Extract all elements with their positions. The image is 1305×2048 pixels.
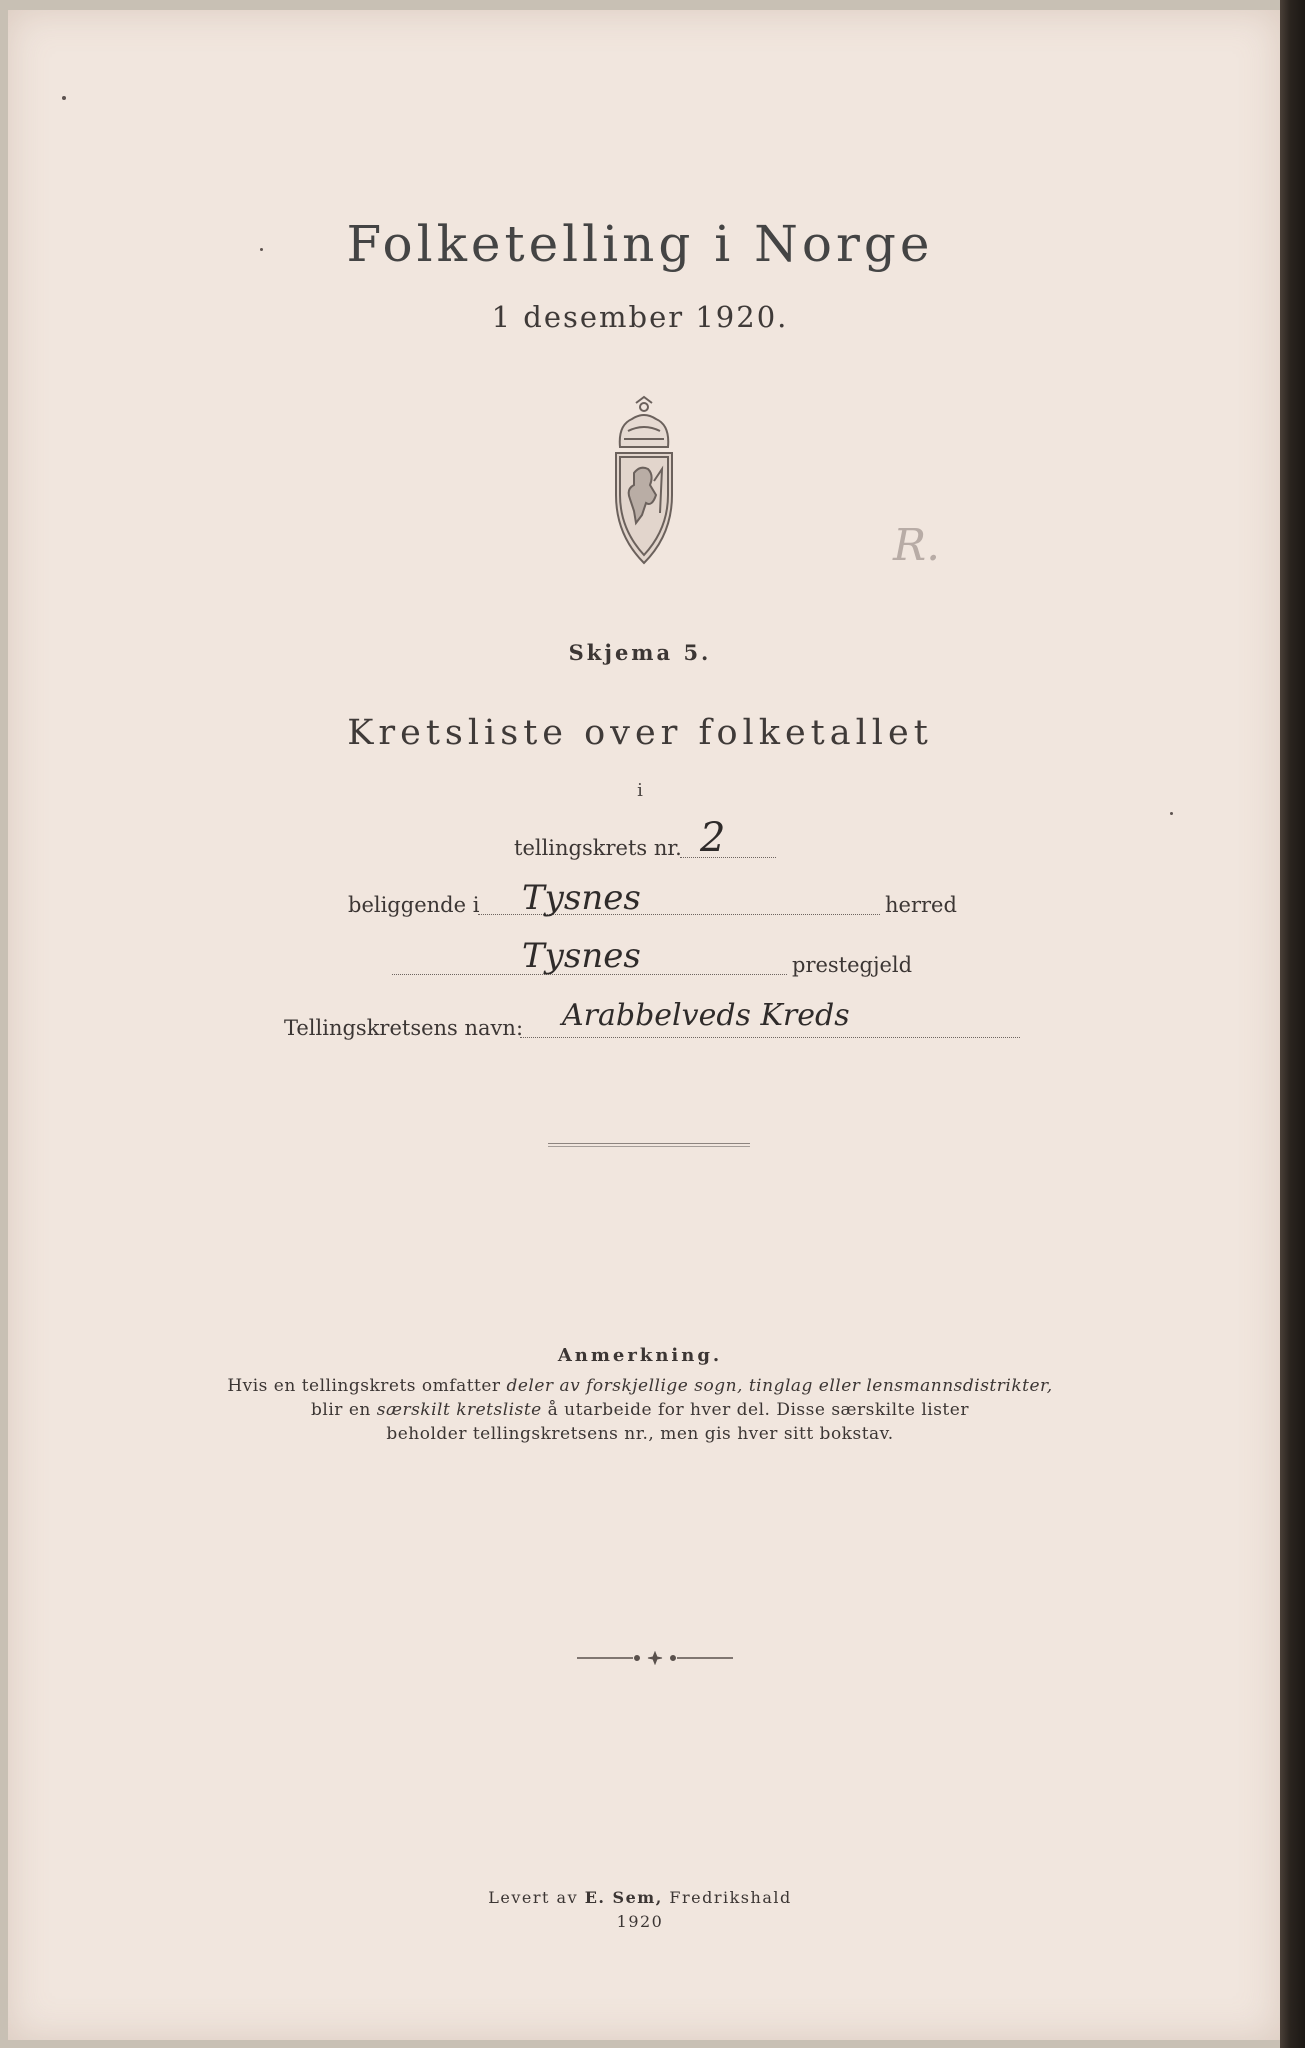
note-line-2 [0,1400,1280,1420]
paper-speck [62,96,66,100]
prestegjeld-value: Tysnes [522,936,641,976]
norwegian-coat-of-arms-icon [596,395,692,570]
herred-label: herred [885,893,957,917]
note-line-2-text-c: å utarbeide for hver del. Disse særskilte lister [541,1400,969,1420]
herred-value: Tysnes [522,878,641,918]
printer-name: E. Sem, [584,1888,663,1907]
form-heading: Kretsliste over folketallet [347,713,933,753]
printer-place: Fredrikshald [662,1888,792,1907]
document-title: Folketelling i Norge [346,215,934,273]
ornament-divider-icon [575,1651,735,1665]
note-line-2-text-a: blir en [311,1400,377,1420]
kretsnavn-label: Tellingskretsens navn: [284,1016,524,1040]
tellingskrets-line [680,857,776,858]
page-edge-shadow [1280,0,1305,2048]
note-title: Anmerkning. [557,1345,723,1366]
note-line-1-italic: deler av forskjellige sogn, tinglag eller lensmannsdistrikter, [506,1376,1053,1396]
section-divider [548,1143,750,1147]
census-date: 1 desember 1920. [491,300,789,334]
note-line-3: beholder tellingskretsens nr., men gis hver sitt bokstav. [386,1424,894,1444]
tellingskrets-label: tellingskrets nr. [514,836,682,860]
note-line-2-italic: særskilt kretsliste [376,1400,542,1420]
note-line-1 [0,1376,1280,1396]
paper-speck [1170,812,1173,815]
printer-year: 1920 [616,1912,664,1931]
printer-credit [0,1888,1280,1907]
printer-prefix: Levert av [488,1888,585,1907]
beliggende-label: beliggende i [348,893,480,917]
kretsnavn-value: Arabbelveds Kreds [562,998,850,1033]
schema-number: Skjema 5. [568,640,712,665]
kretsnavn-line [520,1037,1020,1038]
prestegjeld-label: prestegjeld [792,953,913,977]
connector-word: i [637,780,643,801]
tellingskrets-value: 2 [700,815,726,861]
note-line-1-text: Hvis en tellingskrets omfatter [227,1376,507,1396]
faint-margin-mark: R. [893,520,941,571]
